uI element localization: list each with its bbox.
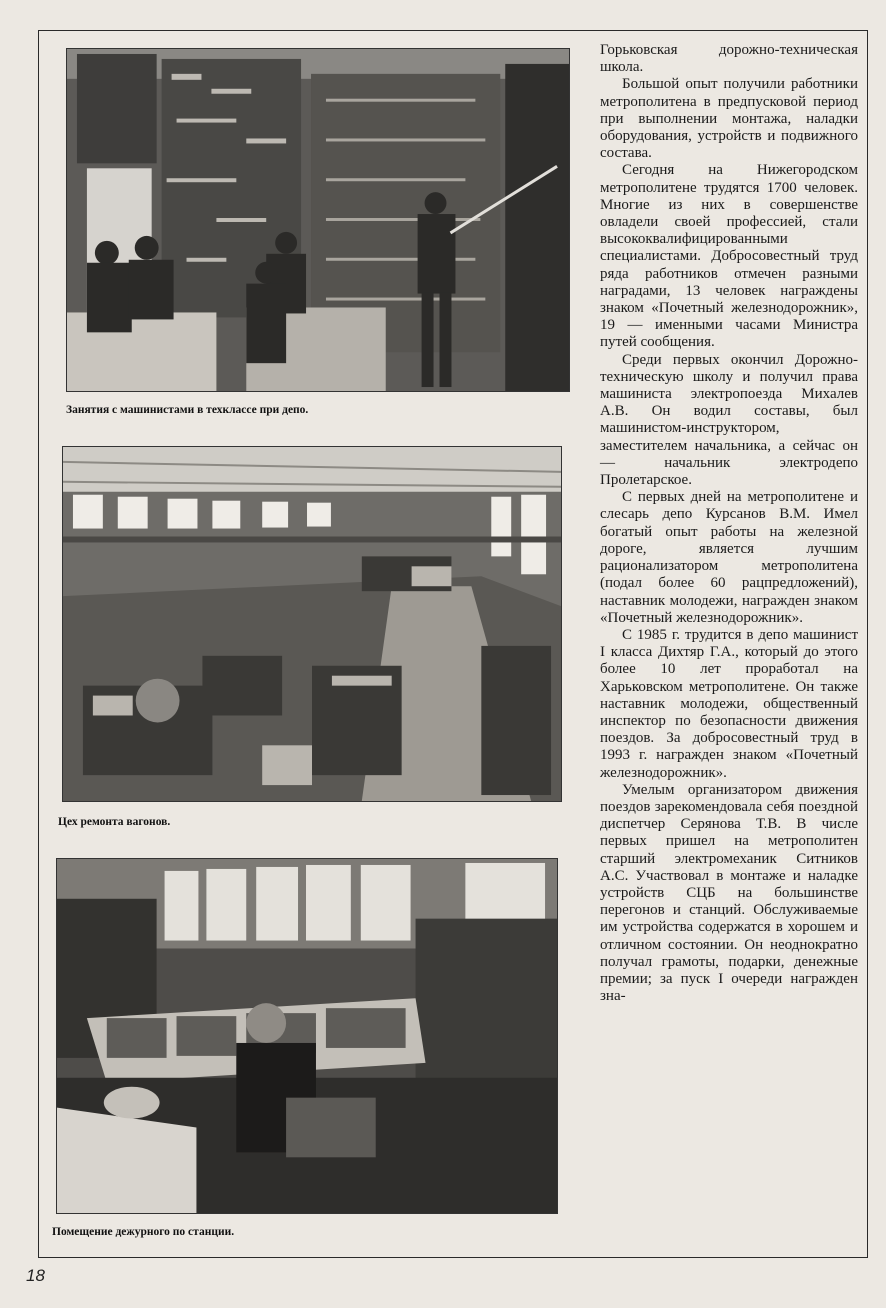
page-number: 18 [26,1266,45,1285]
article-paragraph: Сегодня на Нижегородском метрополитене трудятся 1700 человек. Многие из них в совершенстве овладели своей профессией, стали высококвалифицированными специалистами. Добросовестный труд ряда работников отмечен разными наградами, 13 человек награждены знаком «Почетный железнодорожник», 19 — именными часами Министра путей сообщения. [600,162,858,351]
caption-classroom: Занятия с машинистами в техклассе при депо. [66,404,309,416]
photo-duty-room [56,858,558,1214]
article-paragraph: Горьковская дорожно-техническая школа. [600,42,858,76]
photo-workshop [62,446,562,802]
article-paragraph: С первых дней на метрополитене и слесарь депо Курсанов В.М. Имел богатый опыт работы на железной дороге, является лучшим рационализатором метрополитена (подал более 60 рацпредложений), наставник молодежи, награжден знаком «Почетный железнодорожник». [600,489,858,626]
caption-workshop: Цех ремонта вагонов. [58,816,171,828]
article-paragraph: С 1985 г. трудится в депо машинист I класса Дихтяр Г.А., который до этого более 10 лет проработал на Харьковском метрополитене. Он также наставник молодежи, общественный инспектор по безопасности движения поездов. За добросовестный труд в 1993 г. награжден знаком «Почетный железнодорожник». [600,626,858,781]
article-paragraph: Среди первых окончил Дорожно-техническую школу и получил права машиниста электропоезда Михалев А.В. Он водил составы, был машинистом-инструктором, заместителем начальника, а сейчас он — начальник электродепо Пролетарское. [600,351,858,489]
caption-duty-room: Помещение дежурного по станции. [52,1226,235,1238]
article-column [600,42,858,1005]
article-paragraph: Умелым организатором движения поездов зарекомендовала себя поездной диспетчер Серянова Т.В. В числе первых пришел на метрополитен старший электромеханик Ситников А.С. Участвовал в монтаже и наладке устройств СЦБ на большинстве перегонов и станций. Обслуживаемые им устройства содержатся в хорошем и отличном состоянии. Он неоднократно получал грамоты, подарки, денежные премии; за пуск I очереди награжден зна- [600,781,858,1005]
article-paragraph: Большой опыт получили работники метрополитена в предпусковой период при выполнении монтажа, наладки оборудования, устройств и подвижного состава. [600,76,858,162]
photo-classroom [66,48,570,392]
